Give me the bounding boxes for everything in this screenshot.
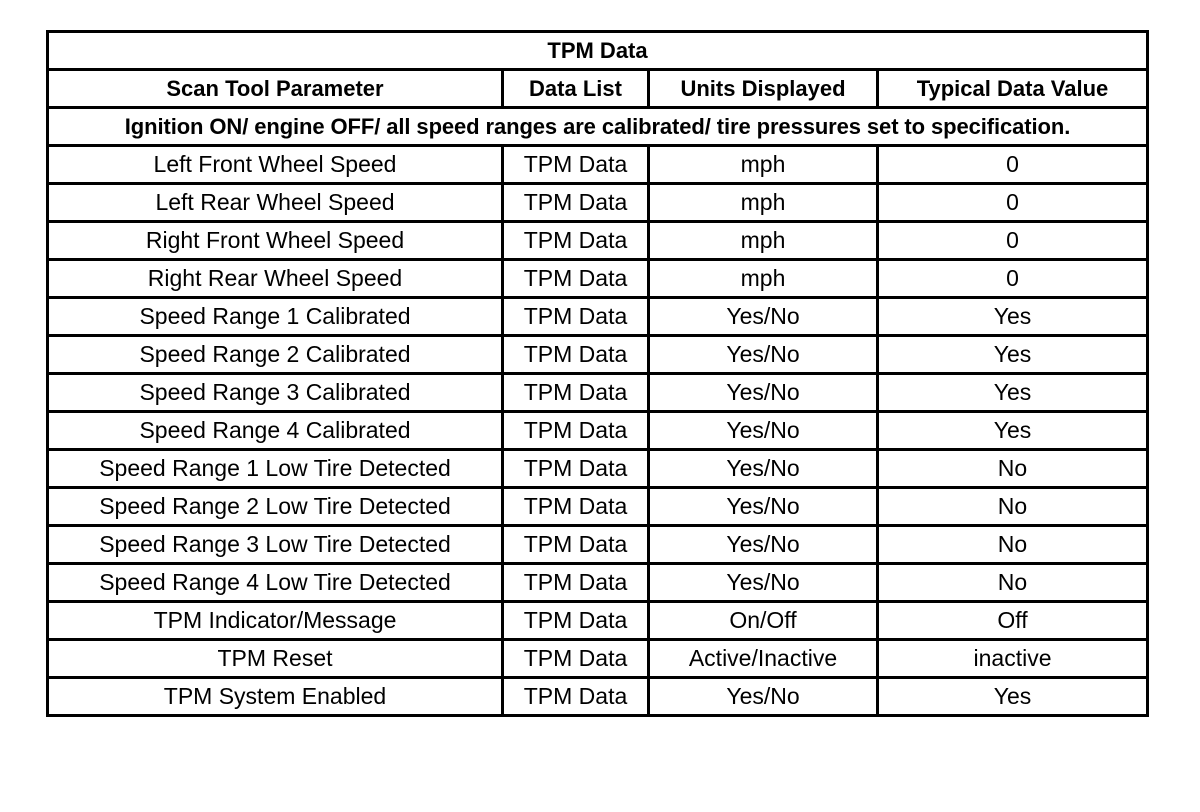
units-cell: Yes/No: [649, 564, 878, 602]
units-cell: Active/Inactive: [649, 640, 878, 678]
typical-value-cell: No: [878, 488, 1148, 526]
condition-row: [48, 108, 1148, 146]
typical-value-cell: No: [878, 450, 1148, 488]
column-header-units: Units Displayed: [649, 70, 878, 108]
typical-value-cell: Off: [878, 602, 1148, 640]
table-row: [48, 640, 1148, 678]
parameter-cell: Speed Range 2 Calibrated: [48, 336, 503, 374]
column-header-data-list: Data List: [503, 70, 649, 108]
table-row: [48, 374, 1148, 412]
table-row: [48, 526, 1148, 564]
units-cell: Yes/No: [649, 526, 878, 564]
column-header-typical-value: Typical Data Value: [878, 70, 1148, 108]
data-list-cell: TPM Data: [503, 488, 649, 526]
units-cell: Yes/No: [649, 488, 878, 526]
units-cell: Yes/No: [649, 336, 878, 374]
typical-value-cell: Yes: [878, 336, 1148, 374]
data-list-cell: TPM Data: [503, 412, 649, 450]
parameter-cell: TPM Indicator/Message: [48, 602, 503, 640]
units-cell: mph: [649, 260, 878, 298]
units-cell: Yes/No: [649, 678, 878, 716]
column-header-parameter: Scan Tool Parameter: [48, 70, 503, 108]
typical-value-cell: No: [878, 526, 1148, 564]
typical-value-cell: Yes: [878, 678, 1148, 716]
typical-value-cell: Yes: [878, 298, 1148, 336]
tpm-data-table: [46, 30, 1149, 717]
table-row: [48, 450, 1148, 488]
units-cell: Yes/No: [649, 412, 878, 450]
table-row: [48, 412, 1148, 450]
data-list-cell: TPM Data: [503, 374, 649, 412]
table-row: [48, 678, 1148, 716]
typical-value-cell: Yes: [878, 412, 1148, 450]
data-list-cell: TPM Data: [503, 336, 649, 374]
units-cell: mph: [649, 146, 878, 184]
table-header-row: [48, 70, 1148, 108]
parameter-cell: TPM System Enabled: [48, 678, 503, 716]
parameter-cell: Left Rear Wheel Speed: [48, 184, 503, 222]
typical-value-cell: No: [878, 564, 1148, 602]
data-list-cell: TPM Data: [503, 602, 649, 640]
typical-value-cell: inactive: [878, 640, 1148, 678]
table-row: [48, 146, 1148, 184]
data-list-cell: TPM Data: [503, 564, 649, 602]
units-cell: mph: [649, 222, 878, 260]
test-condition: Ignition ON/ engine OFF/ all speed ranges are calibrated/ tire pressures set to specification.: [48, 108, 1148, 146]
data-list-cell: TPM Data: [503, 640, 649, 678]
typical-value-cell: 0: [878, 146, 1148, 184]
data-list-cell: TPM Data: [503, 526, 649, 564]
data-list-cell: TPM Data: [503, 678, 649, 716]
table-body: [48, 108, 1148, 716]
units-cell: Yes/No: [649, 374, 878, 412]
parameter-cell: Speed Range 3 Calibrated: [48, 374, 503, 412]
table-title-row: [48, 32, 1148, 70]
table-row: [48, 222, 1148, 260]
table-row: [48, 184, 1148, 222]
table-row: [48, 564, 1148, 602]
data-list-cell: TPM Data: [503, 222, 649, 260]
parameter-cell: TPM Reset: [48, 640, 503, 678]
units-cell: mph: [649, 184, 878, 222]
parameter-cell: Speed Range 2 Low Tire Detected: [48, 488, 503, 526]
parameter-cell: Speed Range 1 Calibrated: [48, 298, 503, 336]
typical-value-cell: 0: [878, 184, 1148, 222]
typical-value-cell: 0: [878, 222, 1148, 260]
data-list-cell: TPM Data: [503, 298, 649, 336]
data-list-cell: TPM Data: [503, 450, 649, 488]
parameter-cell: Speed Range 4 Calibrated: [48, 412, 503, 450]
table-row: [48, 488, 1148, 526]
parameter-cell: Right Rear Wheel Speed: [48, 260, 503, 298]
typical-value-cell: 0: [878, 260, 1148, 298]
units-cell: Yes/No: [649, 450, 878, 488]
typical-value-cell: Yes: [878, 374, 1148, 412]
parameter-cell: Right Front Wheel Speed: [48, 222, 503, 260]
table-row: [48, 260, 1148, 298]
data-list-cell: TPM Data: [503, 146, 649, 184]
parameter-cell: Speed Range 4 Low Tire Detected: [48, 564, 503, 602]
parameter-cell: Left Front Wheel Speed: [48, 146, 503, 184]
table-title: TPM Data: [48, 32, 1148, 70]
table-row: [48, 298, 1148, 336]
table-row: [48, 602, 1148, 640]
parameter-cell: Speed Range 1 Low Tire Detected: [48, 450, 503, 488]
parameter-cell: Speed Range 3 Low Tire Detected: [48, 526, 503, 564]
table-row: [48, 336, 1148, 374]
data-list-cell: TPM Data: [503, 260, 649, 298]
units-cell: Yes/No: [649, 298, 878, 336]
units-cell: On/Off: [649, 602, 878, 640]
data-list-cell: TPM Data: [503, 184, 649, 222]
